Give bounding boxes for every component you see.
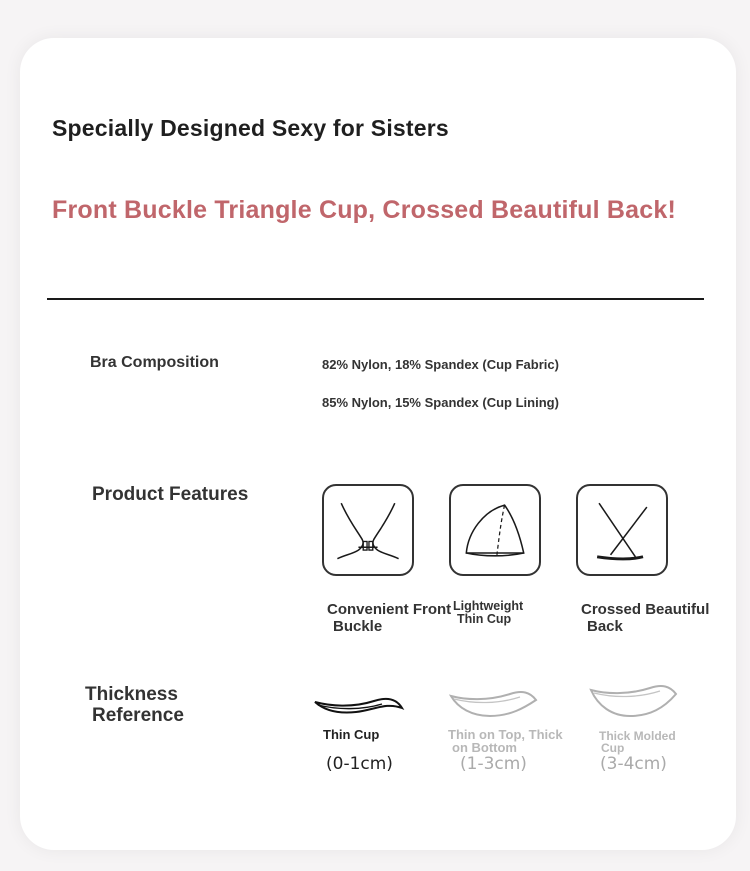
feature-caption-thin-cup xyxy=(453,600,523,626)
thick-cup-profile-icon xyxy=(588,684,680,720)
composition-line-fabric: 82% Nylon, 18% Spandex (Cup Fabric) xyxy=(322,357,559,372)
cup-name-thick xyxy=(599,730,676,754)
page-subheadline: Front Buckle Triangle Cup, Crossed Beautiful Back! xyxy=(52,196,677,224)
thickness-label-line2: Reference xyxy=(92,705,184,726)
cup-range-thin: (0-1cm) xyxy=(326,754,393,774)
feature-caption-line1: Crossed Beautiful xyxy=(581,601,710,618)
feature-caption-line1: Lightweight xyxy=(453,599,524,613)
front-buckle-icon xyxy=(322,484,414,576)
composition-line-lining: 85% Nylon, 15% Spandex (Cup Lining) xyxy=(322,395,559,410)
thickness-label xyxy=(85,684,184,726)
cup-range-medium: (1-3cm) xyxy=(460,754,527,774)
cup-name-line2: on Bottom xyxy=(452,740,517,755)
crossed-back-icon xyxy=(576,484,668,576)
feature-caption-line2: Buckle xyxy=(333,618,383,635)
cup-name-line2: Cup xyxy=(601,741,625,755)
cup-name-line1: Thin Cup xyxy=(323,727,380,742)
feature-caption-front-buckle xyxy=(327,601,451,635)
thin-cup-profile-icon xyxy=(312,692,406,718)
composition-label: Bra Composition xyxy=(90,354,219,371)
cup-name-medium xyxy=(448,728,563,754)
thickness-label-line1: Thickness xyxy=(85,684,178,705)
cup-range-thick: (3-4cm) xyxy=(600,754,667,774)
cup-name-line1: Thin on Top, Thick xyxy=(448,727,563,742)
divider xyxy=(47,298,704,300)
feature-caption-line2: Thin Cup xyxy=(457,612,512,626)
content-card xyxy=(20,38,736,850)
feature-caption-line1: Convenient Front xyxy=(327,601,452,618)
feature-caption-line2: Back xyxy=(587,618,623,635)
cup-name-line1: Thick Molded xyxy=(599,729,676,743)
thin-cup-icon xyxy=(449,484,541,576)
features-label: Product Features xyxy=(92,484,249,505)
page-headline: Specially Designed Sexy for Sisters xyxy=(52,115,449,141)
feature-caption-crossed-back xyxy=(581,601,709,635)
cup-name-thin xyxy=(323,728,379,741)
medium-cup-profile-icon xyxy=(448,688,540,720)
